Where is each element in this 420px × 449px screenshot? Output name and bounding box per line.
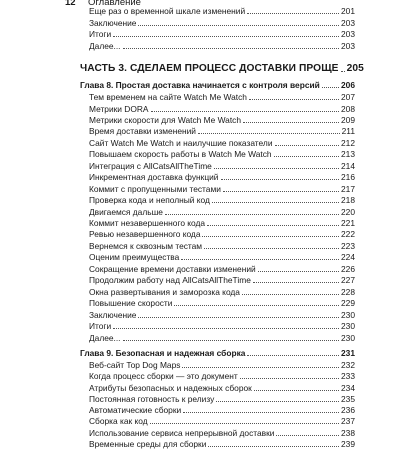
dot-leader bbox=[113, 36, 339, 37]
toc-entry bbox=[80, 149, 355, 159]
toc-entry-title: Еще раз о временной шкале изменений bbox=[89, 6, 246, 16]
dot-leader bbox=[254, 390, 339, 391]
toc-entry-title: Окна развертывания и заморозка кода bbox=[89, 287, 240, 297]
toc-entry-title: Интеграция с AllCatsAllTheTime bbox=[89, 161, 212, 171]
dot-leader bbox=[221, 179, 340, 180]
dot-leader bbox=[212, 202, 339, 203]
dot-leader bbox=[242, 294, 339, 295]
toc-entry-title: Итоги bbox=[89, 321, 112, 331]
dot-leader bbox=[208, 446, 339, 447]
toc-entry-title: Сайт Watch Me Watch и наилучшие показатели bbox=[89, 138, 273, 148]
toc-entry-title: Далее... bbox=[89, 41, 121, 51]
dot-leader bbox=[216, 401, 339, 402]
toc-entry bbox=[80, 371, 355, 381]
toc-entry-title: Вернемся к сквозным тестам bbox=[89, 241, 203, 251]
toc-entry-page: 234 bbox=[341, 383, 355, 393]
toc-entry-title: Проверка кода и неполный код bbox=[89, 195, 210, 205]
toc-entry-page: 237 bbox=[341, 416, 355, 426]
dot-leader bbox=[322, 87, 339, 88]
toc-entry-title: Использование сервиса непрерывной доставки bbox=[89, 428, 275, 438]
toc-entry bbox=[80, 218, 355, 228]
toc-entry-title: Коммит с пропущенными тестами bbox=[89, 184, 221, 194]
toc-part-entry bbox=[80, 62, 364, 75]
toc-entry-title: Повышаем скорость работы в Watch Me Watch bbox=[89, 149, 272, 159]
dot-leader bbox=[223, 191, 339, 192]
toc-entry-page: 217 bbox=[341, 184, 355, 194]
toc-entry bbox=[80, 394, 355, 404]
toc-entry-page: 206 bbox=[341, 80, 355, 90]
toc-entry-page: 230 bbox=[341, 310, 355, 320]
page-number: 12 bbox=[65, 0, 76, 8]
toc-entry bbox=[80, 161, 355, 171]
dot-leader bbox=[113, 328, 339, 329]
toc-entry-page: 208 bbox=[341, 104, 355, 114]
running-header-title: Оглавление bbox=[88, 0, 141, 8]
toc-entry-title: Когда процесс сборки — это документ bbox=[89, 371, 238, 381]
toc-entry-page: 220 bbox=[341, 207, 355, 217]
dot-leader bbox=[181, 259, 339, 260]
toc-entry-page: 209 bbox=[341, 115, 355, 125]
dot-leader bbox=[123, 340, 340, 341]
dot-leader bbox=[276, 435, 339, 436]
toc-entry bbox=[80, 104, 355, 114]
toc-entry-title: Временные среды для сборки bbox=[89, 439, 207, 449]
toc-entry-page: 230 bbox=[341, 333, 355, 343]
toc-entry bbox=[80, 184, 355, 194]
toc-entry bbox=[80, 264, 355, 274]
toc-chapter-entry bbox=[80, 80, 355, 90]
toc-entry-page: 236 bbox=[341, 405, 355, 415]
toc-entry bbox=[80, 115, 355, 125]
toc-entry bbox=[80, 195, 355, 205]
toc-entry-title: Итоги bbox=[89, 29, 112, 39]
toc-entry-page: 229 bbox=[341, 298, 355, 308]
dot-leader bbox=[249, 99, 339, 100]
toc-entry-title: ЧАСТЬ 3. СДЕЛАЕМ ПРОЦЕСС ДОСТАВКИ ПРОЩЕ bbox=[80, 63, 339, 74]
toc-entry bbox=[80, 229, 355, 239]
toc-entry-page: 226 bbox=[341, 264, 355, 274]
toc-entry-page: 213 bbox=[341, 149, 355, 159]
dot-leader bbox=[253, 282, 339, 283]
toc-entry-page: 211 bbox=[341, 126, 355, 136]
toc-entry-title: Заключение bbox=[89, 18, 137, 28]
dot-leader bbox=[183, 412, 339, 413]
toc-entry bbox=[80, 207, 355, 217]
toc-entry-page: 203 bbox=[341, 29, 355, 39]
toc-entry-page: 228 bbox=[341, 287, 355, 297]
toc-entry bbox=[80, 41, 355, 51]
dot-leader bbox=[202, 236, 339, 237]
toc-entry-title: Атрибуты безопасных и надежных сборок bbox=[89, 383, 252, 393]
toc-entry bbox=[80, 333, 355, 343]
dot-leader bbox=[165, 214, 339, 215]
toc-entry-title: Повышение скорости bbox=[89, 298, 173, 308]
toc-entry bbox=[80, 172, 355, 182]
toc-entry-page: 216 bbox=[341, 172, 355, 182]
dot-leader bbox=[138, 25, 339, 26]
toc-entry bbox=[80, 360, 355, 370]
toc-entry bbox=[80, 126, 355, 136]
toc-entry-page: 231 bbox=[341, 348, 355, 358]
dot-leader bbox=[247, 13, 339, 14]
toc-entry-page: 235 bbox=[341, 394, 355, 404]
dot-leader bbox=[151, 111, 340, 112]
toc-entry-page: 203 bbox=[341, 18, 355, 28]
toc-entry bbox=[80, 310, 355, 320]
toc-entry-title: Далее... bbox=[89, 333, 121, 343]
dot-leader bbox=[243, 122, 339, 123]
toc-entry bbox=[80, 416, 355, 426]
toc-entry-title: Метрики скорости для Watch Me Watch bbox=[89, 115, 242, 125]
toc-entry-title: Постоянная готовность к релизу bbox=[89, 394, 215, 404]
toc-entry bbox=[80, 287, 355, 297]
dot-leader bbox=[204, 248, 339, 249]
toc-entry-title: Коммит незавершенного кода bbox=[89, 218, 206, 228]
toc-entry-page: 224 bbox=[341, 252, 355, 262]
toc-entry-title: Веб-сайт Top Dog Maps bbox=[89, 360, 181, 370]
dot-leader bbox=[150, 423, 339, 424]
toc-entry bbox=[80, 6, 355, 16]
toc-entry-title: Тем временем на сайте Watch Me Watch bbox=[89, 92, 247, 102]
toc-entry-title: Глава 9. Безопасная и надежная сборка bbox=[80, 348, 246, 358]
dot-leader bbox=[123, 48, 340, 49]
toc-entry-page: 232 bbox=[341, 360, 355, 370]
toc-entry-page: 212 bbox=[341, 138, 355, 148]
toc-entry bbox=[80, 241, 355, 251]
toc-entry-page: 203 bbox=[341, 41, 355, 51]
toc-entry-page: 205 bbox=[346, 63, 364, 74]
toc-entry-title: Инкрементная доставка функций bbox=[89, 172, 219, 182]
toc-entry bbox=[80, 18, 355, 28]
toc-entry-title: Двигаемся дальше bbox=[89, 207, 163, 217]
toc-entry-page: 233 bbox=[341, 371, 355, 381]
toc-entry-title: Оценим преимущества bbox=[89, 252, 180, 262]
toc-entry-page: 223 bbox=[341, 241, 355, 251]
toc-entry bbox=[80, 138, 355, 148]
toc-chapter-entry bbox=[80, 348, 355, 358]
toc-entry-title: Заключение bbox=[89, 310, 137, 320]
dot-leader bbox=[174, 305, 339, 306]
toc-entry bbox=[80, 298, 355, 308]
toc-entry bbox=[80, 428, 355, 438]
toc-entry bbox=[80, 383, 355, 393]
toc-entry bbox=[80, 275, 355, 285]
toc-entry-page: 218 bbox=[341, 195, 355, 205]
dot-leader bbox=[198, 133, 340, 134]
toc-entry-title: Продолжим работу над AllCatsAllTheTime bbox=[89, 275, 251, 285]
toc-entry bbox=[80, 439, 355, 449]
dot-leader bbox=[258, 271, 339, 272]
toc-entry-page: 201 bbox=[341, 6, 355, 16]
dot-leader bbox=[247, 355, 339, 356]
dot-leader bbox=[240, 378, 339, 379]
dot-leader bbox=[207, 225, 339, 226]
toc-entry-title: Сборка как код bbox=[89, 416, 148, 426]
dot-leader bbox=[214, 168, 339, 169]
dot-leader bbox=[274, 156, 339, 157]
toc-entry bbox=[80, 252, 355, 262]
toc-entry bbox=[80, 405, 355, 415]
toc-entry bbox=[80, 321, 355, 331]
toc-entry-page: 230 bbox=[341, 321, 355, 331]
toc-entry-page: 227 bbox=[341, 275, 355, 285]
toc-entry-page: 214 bbox=[341, 161, 355, 171]
toc-entry-page: 238 bbox=[341, 428, 355, 438]
toc-entry-title: Сокращение времени доставки изменений bbox=[89, 264, 256, 274]
toc-entry-page: 239 bbox=[341, 439, 355, 449]
toc-entry bbox=[80, 92, 355, 102]
dot-leader bbox=[182, 367, 339, 368]
toc-entry bbox=[80, 29, 355, 39]
toc-entry-title: Глава 8. Простая доставка начинается с контроля версий bbox=[80, 80, 320, 90]
toc-entry-title: Метрики DORA bbox=[89, 104, 149, 114]
dot-leader bbox=[138, 317, 339, 318]
toc-entry-page: 222 bbox=[341, 229, 355, 239]
toc-entry-title: Автоматические сборки bbox=[89, 405, 182, 415]
toc-entry-page: 207 bbox=[341, 92, 355, 102]
toc-entry-page: 221 bbox=[341, 218, 355, 228]
toc-entry-title: Ревью незавершенного кода bbox=[89, 229, 201, 239]
toc-entry-title: Время доставки изменений bbox=[89, 126, 196, 136]
dot-leader bbox=[275, 145, 340, 146]
